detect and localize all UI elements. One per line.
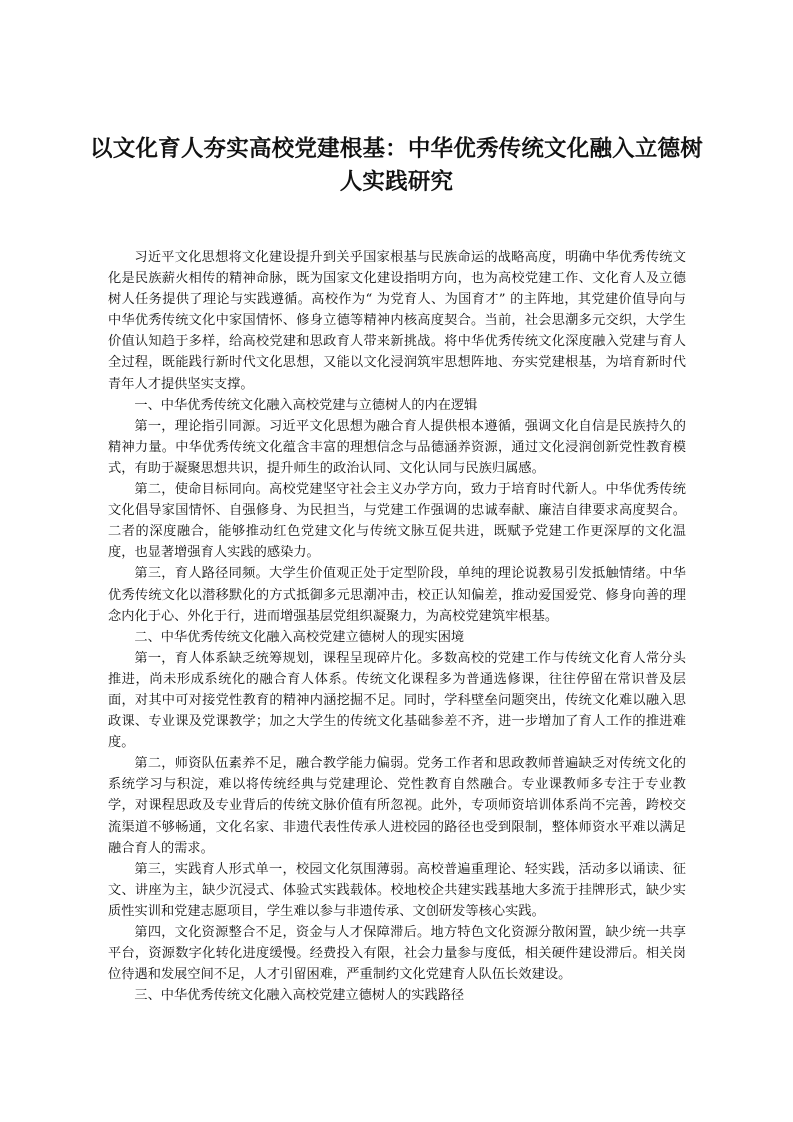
section-heading-2: 二、中华优秀传统文化融入高校党建立德树人的现实困境	[134, 629, 465, 645]
body-paragraph: 第二，师资队伍素养不足，融合教学能力偏弱。党务工作者和思政教师普遍缺乏对传统文化的系统学习与积淀，难以将传统经典与党建理论、党性教育自然融合。专业课教师多专注于专业教学，对课程思政及专业背后的传统文脉价值有所忽视。此外，专项师资培训体系尚不完善，跨校交流渠道不够畅通，文化名家、非遗代表性传承人进校园的路径也受到限制，整体师资水平难以满足融合育人的需求。	[108, 756, 686, 856]
document-body	[108, 247, 686, 1006]
section-heading-3: 三、中华优秀传统文化融入高校党建立德树人的实践路径	[134, 988, 465, 1004]
body-paragraph: 第四，文化资源整合不足，资金与人才保障滞后。地方特色文化资源分散闲置，缺少统一共享平台，资源数字化转化进度缓慢。经费投入有限，社会力量参与度低，相关硬件建设滞后。相关岗位待遇和发展空间不足，人才引留困难，严重制约文化党建育人队伍长效建设。	[108, 925, 686, 983]
body-paragraph: 第三，实践育人形式单一，校园文化氛围薄弱。高校普遍重理论、轻实践，活动多以诵读、征文、讲座为主，缺少沉浸式、体验式实践载体。校地校企共建实践基地大多流于挂牌形式，缺少实质性实训和党建志愿项目，学生难以参与非遗传承、文创研发等核心实践。	[108, 861, 686, 919]
body-paragraph: 第三，育人路径同频。大学生价值观正处于定型阶段，单纯的理论说教易引发抵触情绪。中华优秀传统文化以潜移默化的方式抵御多元思潮冲击，校正认知偏差，推动爱国爱党、修身向善的理念内化于心、外化于行，进而增强基层党组织凝聚力，为高校党建筑牢根基。	[108, 566, 686, 624]
section-heading-1: 一、中华优秀传统文化融入高校党建与立德树人的内在逻辑	[134, 397, 478, 413]
body-paragraph: 第一，育人体系缺乏统筹规划，课程呈现碎片化。多数高校的党建工作与传统文化育人常分头推进，尚未形成系统化的融合育人体系。传统文化课程多为普通选修课，往往停留在常识普及层面，对其中可对接党性教育的精神内涵挖掘不足。同时，学科壁垒问题突出，传统文化难以融入思政课、专业课及党课教学；加之大学生的传统文化基础参差不齐，进一步增加了育人工作的推进难度。	[108, 650, 686, 751]
intro-paragraph: 习近平文化思想将文化建设提升到关乎国家根基与民族命运的战略高度，明确中华优秀传统文化是民族薪火相传的精神命脉，既为国家文化建设指明方向，也为高校党建工作、文化育人及立德树人任务提供了理论与实践遵循。高校作为“ 为党育人、为国育才” 的主阵地，其党建价值导向与中华优秀传统文化中家国情怀、修身立德等精神内核高度契合。当前，社会思潮多元交织，大学生价值认知趋于多样，给高校党建和思政育人带来新挑战。将中华优秀传统文化深度融入党建与育人全过程，既能践行新时代文化思想，又能以文化浸润筑牢思想阵地、夯实党建根基，为培育新时代青年人才提供坚实支撑。	[108, 250, 686, 392]
body-paragraph: 第二，使命目标同向。高校党建坚守社会主义办学方向，致力于培育时代新人。中华优秀传统文化倡导家国情怀、自强修身、为民担当，与党建工作强调的忠诚奉献、廉洁自律要求高度契合。二者的深度融合，能够推动红色党建文化与传统文脉互促共进，既赋予党建工作更深厚的文化温度，也显著增强育人实践的感染力。	[108, 482, 686, 561]
body-paragraph: 第一，理论指引同源。习近平文化思想为融合育人提供根本遵循，强调文化自信是民族持久的精神力量。中华优秀传统文化蕴含丰富的理想信念与品德涵养资源，通过文化浸润创新党性教育模式，有助于凝聚思想共识，提升师生的政治认同、文化认同与民族归属感。	[108, 418, 686, 476]
document-title: 以文化育人夯实高校党建根基：中华优秀传统文化融入立德树人实践研究	[90, 136, 703, 195]
